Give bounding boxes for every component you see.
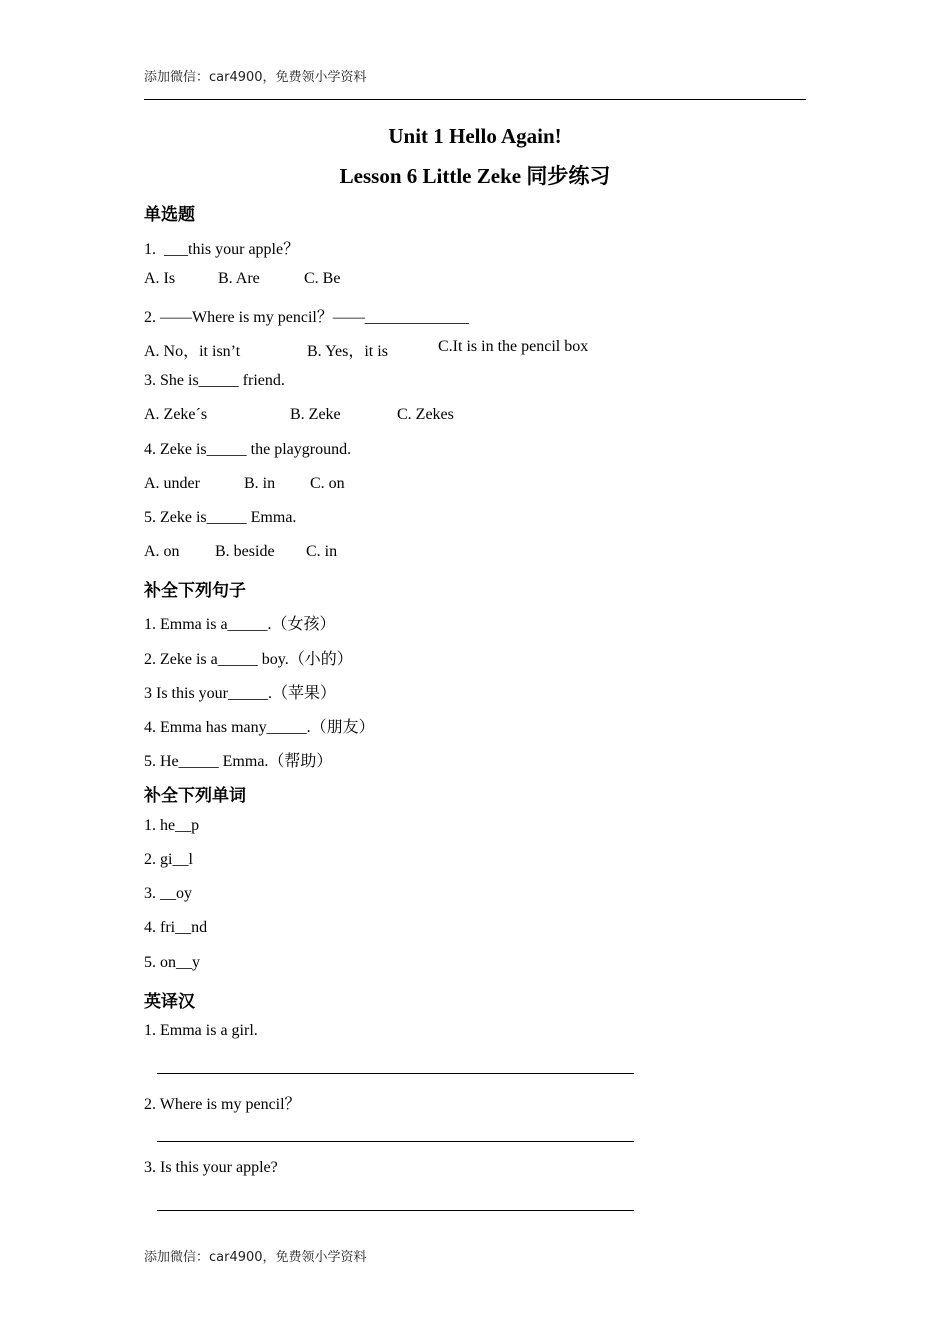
section-heading-translate: 英译汉: [144, 992, 195, 1012]
question-5-option-b: B. beside: [215, 543, 275, 560]
sentence-item-1: 1. Emma is a_____.（女孩）: [144, 616, 336, 633]
header-divider: [144, 99, 806, 100]
question-1-option-a: A. Is: [144, 270, 176, 287]
word-item-2: 2. gi__l: [144, 851, 193, 868]
question-3-option-a: A. Zeke´s: [144, 406, 208, 423]
question-1-option-c: C. Be: [304, 270, 341, 287]
question-2: 2. ——Where is my pencil？——_____________: [144, 309, 469, 326]
question-1: 1. ___this your apple？: [144, 241, 300, 258]
question-4-option-a: A. under: [144, 475, 200, 492]
question-2-option-b: B. Yes，it is: [307, 343, 388, 360]
question-5-option-c: C. in: [306, 543, 338, 560]
question-3-option-b: B. Zeke: [290, 406, 341, 423]
word-item-3: 3. __oy: [144, 885, 192, 902]
question-4-option-b: B. in: [244, 475, 276, 492]
unit-title: Unit 1 Hello Again!: [388, 124, 562, 148]
sentence-item-5: 5. He_____ Emma.（帮助）: [144, 753, 333, 770]
question-3-option-c: C. Zekes: [397, 406, 454, 423]
question-4: 4. Zeke is_____ the playground.: [144, 441, 352, 458]
word-item-4: 4. fri__nd: [144, 919, 208, 936]
word-item-1: 1. he__p: [144, 817, 200, 834]
question-5-option-a: A. on: [144, 543, 180, 560]
question-2-option-c: C.It is in the pencil box: [438, 338, 589, 355]
question-5: 5. Zeke is_____ Emma.: [144, 509, 297, 526]
section-heading-complete-words: 补全下列单词: [144, 786, 246, 806]
answer-line-2: [157, 1141, 634, 1142]
question-4-option-c: C. on: [310, 475, 345, 492]
page-header: 添加微信：car4900，免费领小学资料: [144, 70, 367, 85]
sentence-item-2: 2. Zeke is a_____ boy.（小的）: [144, 651, 353, 668]
translate-item-1: 1. Emma is a girl.: [144, 1022, 258, 1039]
lesson-title: Lesson 6 Little Zeke 同步练习: [339, 164, 611, 188]
page-footer: 添加微信：car4900，免费领小学资料: [144, 1250, 367, 1265]
answer-line-1: [157, 1073, 634, 1074]
question-2-option-a: A. No，it isn’t: [144, 343, 241, 360]
question-1-option-b: B. Are: [218, 270, 260, 287]
translate-item-2: 2. Where is my pencil？: [144, 1096, 301, 1113]
translate-item-3: 3. Is this your apple?: [144, 1159, 278, 1176]
answer-line-3: [157, 1210, 634, 1211]
sentence-item-3: 3 Is this your_____.（苹果）: [144, 685, 337, 702]
section-heading-complete-sentences: 补全下列句子: [144, 581, 246, 601]
section-heading-single-choice: 单选题: [144, 205, 195, 225]
sentence-item-4: 4. Emma has many_____.（朋友）: [144, 719, 375, 736]
word-item-5: 5. on__y: [144, 954, 200, 971]
question-3: 3. She is_____ friend.: [144, 372, 285, 389]
